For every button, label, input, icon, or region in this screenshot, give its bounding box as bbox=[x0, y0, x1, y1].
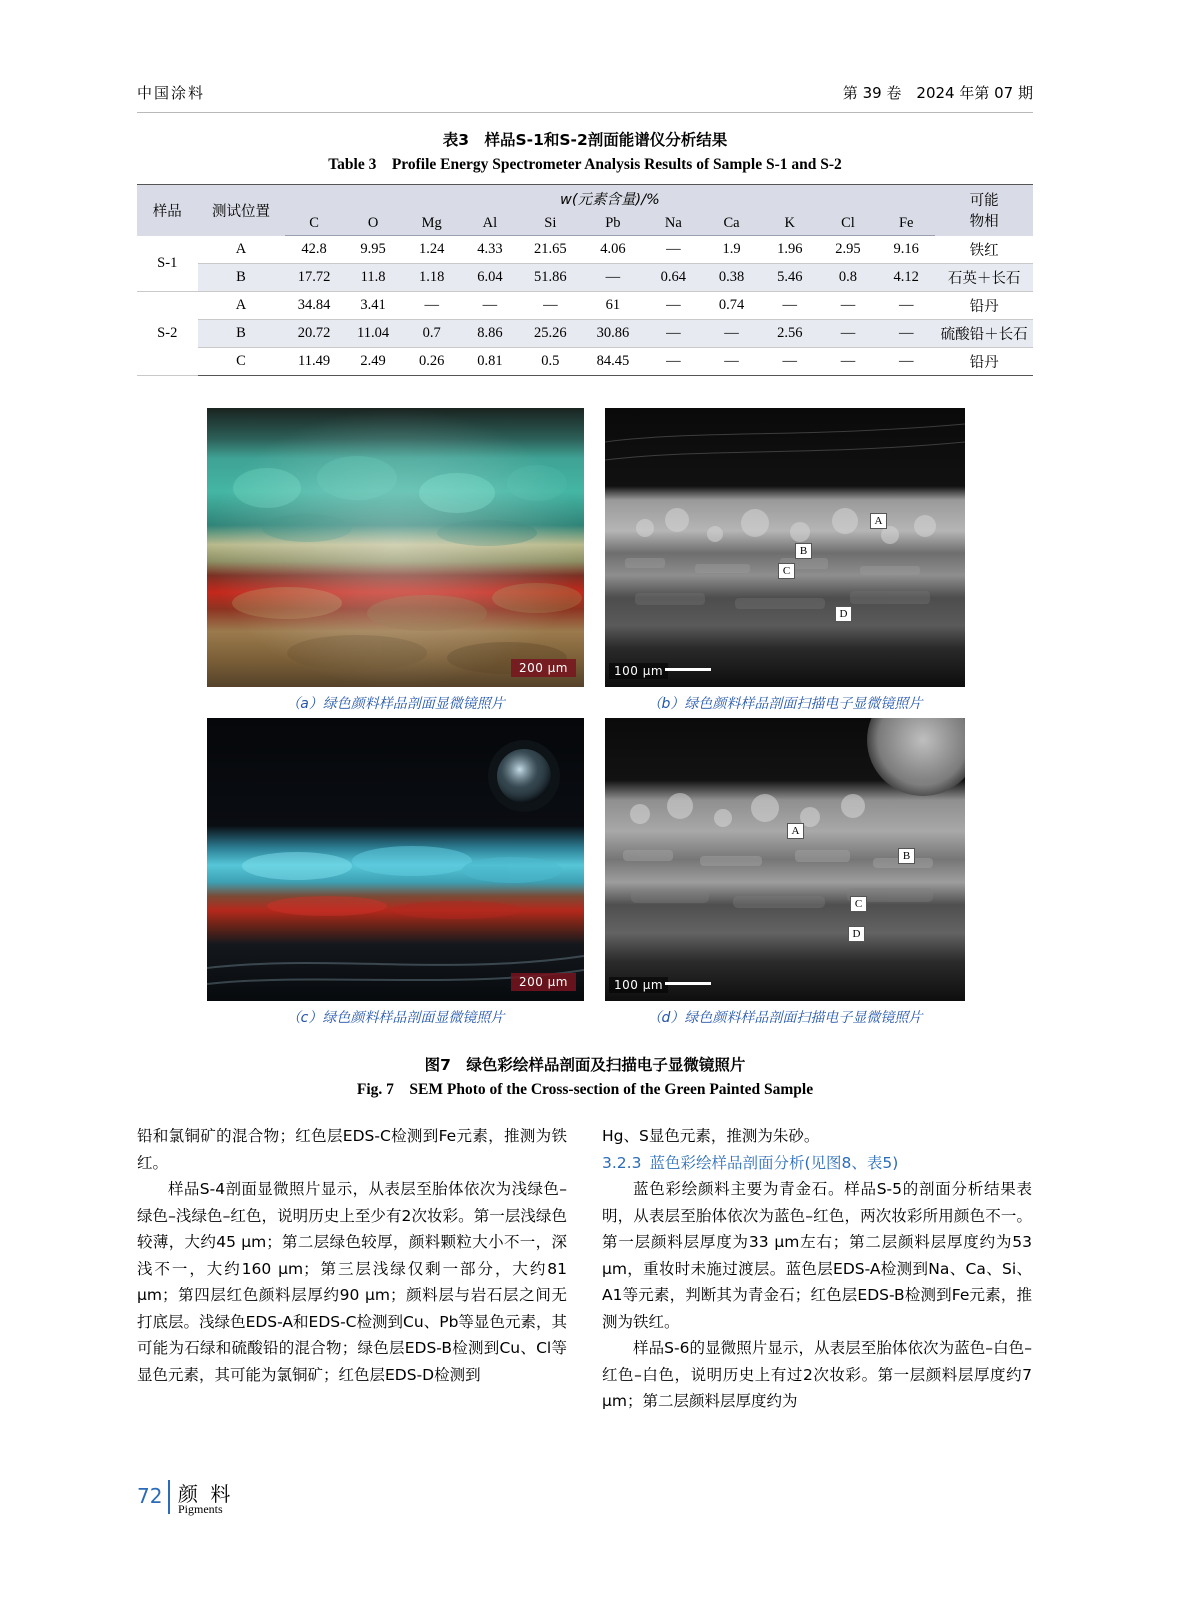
marker-a: A bbox=[787, 823, 804, 839]
cell-value: 51.86 bbox=[519, 263, 582, 291]
cell-position: B bbox=[198, 263, 285, 291]
micrograph-c bbox=[207, 718, 584, 1001]
th-phase-line2: 物相 bbox=[969, 214, 999, 231]
subcaption-b: （b）绿色颜料样品剖面扫描电子显微镜照片 bbox=[647, 696, 923, 712]
micrograph-a bbox=[207, 408, 584, 687]
journal-name: 中国涂料 bbox=[137, 84, 206, 102]
cell-value: — bbox=[761, 347, 819, 375]
cell-value: 1.18 bbox=[403, 263, 461, 291]
th-el-fe: Fe bbox=[877, 212, 935, 236]
th-el-pb: Pb bbox=[582, 212, 645, 236]
scale-bar-b-line bbox=[665, 668, 711, 671]
footer-label-en: Pigments bbox=[178, 1502, 223, 1516]
marker-a: A bbox=[870, 513, 887, 529]
table-row bbox=[137, 347, 1033, 375]
cell-value: — bbox=[702, 319, 760, 347]
subcaption-d: （d）绿色颜料样品剖面扫描电子显微镜照片 bbox=[647, 1010, 923, 1026]
cell-value: — bbox=[644, 291, 702, 319]
marker-b: B bbox=[898, 848, 915, 864]
cell-position: A bbox=[198, 236, 285, 264]
cell-position: C bbox=[198, 347, 285, 375]
scale-bar-d-line bbox=[665, 982, 711, 985]
paragraph: 蓝色彩绘颜料主要为青金石。样品S-5的剖面分析结果表明，从表层至胎体依次为蓝色–红色，两次妆彩所用颜色不一。第一层颜料层厚度为33 μm左右；第二层颜料层厚度约为53 μm，重妆时未施过渡层。蓝色层EDS-A检测到Na、Ca、Si、A1等元素，判断其为青金石；红色层EDS-B检测到Fe元素，推测为铁红。 bbox=[602, 1180, 1032, 1331]
paragraph: Hg、S显色元素，推测为朱砂。 bbox=[602, 1127, 820, 1145]
eds-table bbox=[137, 184, 1033, 376]
cell-value: — bbox=[819, 319, 877, 347]
cell-value: 11.8 bbox=[344, 263, 403, 291]
table-caption-en: Table 3 Profile Energy Spectrometer Analysis Results of Sample S-1 and S-2 bbox=[328, 156, 842, 173]
cell-value: — bbox=[403, 291, 461, 319]
cell-phase: 石英＋长石 bbox=[935, 263, 1033, 291]
figure-caption-cn: 图7 绿色彩绘样品剖面及扫描电子显微镜照片 bbox=[424, 1056, 746, 1074]
table-row bbox=[137, 236, 1033, 264]
cell-value: — bbox=[877, 291, 935, 319]
cell-value: 0.26 bbox=[403, 347, 461, 375]
cell-value: 61 bbox=[582, 291, 645, 319]
section-number: 3.2.3 bbox=[602, 1153, 642, 1172]
cell-value: 1.96 bbox=[761, 236, 819, 264]
cell-value: 0.64 bbox=[644, 263, 702, 291]
paragraph: 样品S-4剖面显微照片显示，从表层至胎体依次为浅绿色–绿色–浅绿色–红色，说明历史上至少有2次妆彩。第一层浅绿色较薄，大约45 μm；第二层绿色较厚，颜料颗粒大小不一，深浅不一，大约160 μm；第三层浅绿仅剩一部分，大约81 μm；第四层红色颜料层厚约90 μm；颜料层与岩石层之间无打底层。浅绿色EDS-A和EDS-C检测到Cu、Pb等显色元素，其可能为石绿和硫酸铅的混合物；绿色层EDS-B检测到Cu、Cl等显色元素，其可能为氯铜矿；红色层EDS-D检测到 bbox=[137, 1180, 567, 1384]
cell-value: 9.95 bbox=[344, 236, 403, 264]
cell-value: 17.72 bbox=[285, 263, 344, 291]
cell-value: — bbox=[582, 263, 645, 291]
cell-value: 11.49 bbox=[285, 347, 344, 375]
cell-value: 25.26 bbox=[519, 319, 582, 347]
footer-divider bbox=[168, 1480, 170, 1514]
cell-value: 6.04 bbox=[461, 263, 519, 291]
micrograph-a-graphic bbox=[207, 408, 584, 687]
scale-bar-b: 100 μm bbox=[609, 663, 668, 679]
figure-caption-en: Fig. 7 SEM Photo of the Cross-section of the Green Painted Sample bbox=[356, 1081, 814, 1098]
sem-image-d bbox=[605, 718, 965, 1001]
cell-value: 5.46 bbox=[761, 263, 819, 291]
cell-value: 4.33 bbox=[461, 236, 519, 264]
cell-value: 21.65 bbox=[519, 236, 582, 264]
cell-value: 2.49 bbox=[344, 347, 403, 375]
paragraph: 铅和氯铜矿的混合物；红色层EDS-C检测到Fe元素，推测为铁红。 bbox=[137, 1127, 567, 1172]
cell-position: B bbox=[198, 319, 285, 347]
cell-value: 0.8 bbox=[819, 263, 877, 291]
cell-value: 4.06 bbox=[582, 236, 645, 264]
th-el-ca: Ca bbox=[702, 212, 760, 236]
th-el-k: K bbox=[761, 212, 819, 236]
cell-value: 30.86 bbox=[582, 319, 645, 347]
section-title: 蓝色彩绘样品剖面分析(见图8、表5) bbox=[649, 1153, 899, 1172]
th-el-cl: Cl bbox=[819, 212, 877, 236]
cell-value: 84.45 bbox=[582, 347, 645, 375]
cell-value: 1.24 bbox=[403, 236, 461, 264]
cell-phase: 铁红 bbox=[935, 236, 1033, 264]
cell-value: 0.38 bbox=[702, 263, 760, 291]
cell-phase: 铅丹 bbox=[935, 347, 1033, 375]
cell-value: — bbox=[644, 347, 702, 375]
table-row bbox=[137, 291, 1033, 319]
table-row bbox=[137, 319, 1033, 347]
th-el-si: Si bbox=[519, 212, 582, 236]
cell-value: 2.95 bbox=[819, 236, 877, 264]
cell-value: 1.9 bbox=[702, 236, 760, 264]
marker-d: D bbox=[835, 606, 852, 622]
micrograph-c-graphic bbox=[207, 718, 584, 1001]
th-el-c: C bbox=[285, 212, 344, 236]
sem-image-b bbox=[605, 408, 965, 687]
cell-value: 20.72 bbox=[285, 319, 344, 347]
running-head bbox=[137, 82, 1033, 113]
cell-value: — bbox=[819, 291, 877, 319]
th-phase bbox=[935, 185, 1033, 236]
body-column-right bbox=[602, 1123, 1032, 1415]
cell-phase: 硫酸铅＋长石 bbox=[935, 319, 1033, 347]
table-body bbox=[137, 236, 1033, 376]
marker-d: D bbox=[848, 926, 865, 942]
cell-value: 0.81 bbox=[461, 347, 519, 375]
cell-value: — bbox=[702, 347, 760, 375]
cell-value: — bbox=[819, 347, 877, 375]
table-caption-cn: 表3 样品S-1和S-2剖面能谱仪分析结果 bbox=[442, 131, 728, 149]
table-row bbox=[137, 263, 1033, 291]
cell-value: 0.5 bbox=[519, 347, 582, 375]
page-number: 72 bbox=[137, 1484, 163, 1508]
cell-value: 0.7 bbox=[403, 319, 461, 347]
cell-value: 8.86 bbox=[461, 319, 519, 347]
th-position: 测试位置 bbox=[198, 185, 285, 236]
scale-bar-d: 100 μm bbox=[609, 977, 668, 993]
subcaption-a: （a）绿色颜料样品剖面显微镜照片 bbox=[286, 696, 505, 712]
cell-value: 2.56 bbox=[761, 319, 819, 347]
cell-sample: S-2 bbox=[137, 291, 198, 375]
cell-value: 9.16 bbox=[877, 236, 935, 264]
issue-info: 第 39 卷 2024 年第 07 期 bbox=[842, 84, 1033, 102]
th-el-o: O bbox=[344, 212, 403, 236]
cell-phase: 铅丹 bbox=[935, 291, 1033, 319]
cell-value: 42.8 bbox=[285, 236, 344, 264]
cell-value: — bbox=[644, 236, 702, 264]
paragraph: 样品S-6的显微照片显示，从表层至胎体依次为蓝色–白色–红色–白色，说明历史上有过2次妆彩。第一层颜料层厚度约7 μm；第二层颜料层厚度约为 bbox=[602, 1339, 1032, 1410]
th-sample: 样品 bbox=[137, 185, 198, 236]
cell-value: 4.12 bbox=[877, 263, 935, 291]
subcaption-c: （c）绿色颜料样品剖面显微镜照片 bbox=[286, 1010, 505, 1026]
cell-value: 0.74 bbox=[702, 291, 760, 319]
page-footer bbox=[137, 1478, 437, 1518]
marker-b: B bbox=[795, 543, 812, 559]
cell-value: 11.04 bbox=[344, 319, 403, 347]
cell-value: 3.41 bbox=[344, 291, 403, 319]
section-heading bbox=[602, 1150, 1032, 1177]
cell-value: — bbox=[519, 291, 582, 319]
table-header-row-1 bbox=[137, 185, 1033, 213]
body-column-left bbox=[137, 1123, 567, 1388]
th-el-mg: Mg bbox=[403, 212, 461, 236]
cell-sample: S-1 bbox=[137, 236, 198, 292]
footer-label-cn: 颜 料 bbox=[178, 1482, 234, 1506]
scale-bar-a: 200 μm bbox=[511, 659, 576, 677]
eds-table-wrapper bbox=[137, 184, 1033, 376]
marker-c: C bbox=[850, 896, 867, 912]
th-el-al: Al bbox=[461, 212, 519, 236]
th-phase-line1: 可能 bbox=[969, 193, 999, 210]
cell-value: 34.84 bbox=[285, 291, 344, 319]
cell-value: — bbox=[461, 291, 519, 319]
marker-c: C bbox=[778, 563, 795, 579]
cell-value: — bbox=[877, 319, 935, 347]
cell-value: — bbox=[877, 347, 935, 375]
sem-image-b-graphic bbox=[605, 408, 965, 687]
cell-value: — bbox=[761, 291, 819, 319]
th-el-na: Na bbox=[644, 212, 702, 236]
th-element-group: w(元素含量)/% bbox=[285, 185, 936, 213]
cell-value: — bbox=[644, 319, 702, 347]
scale-bar-c: 200 μm bbox=[511, 973, 576, 991]
cell-position: A bbox=[198, 291, 285, 319]
